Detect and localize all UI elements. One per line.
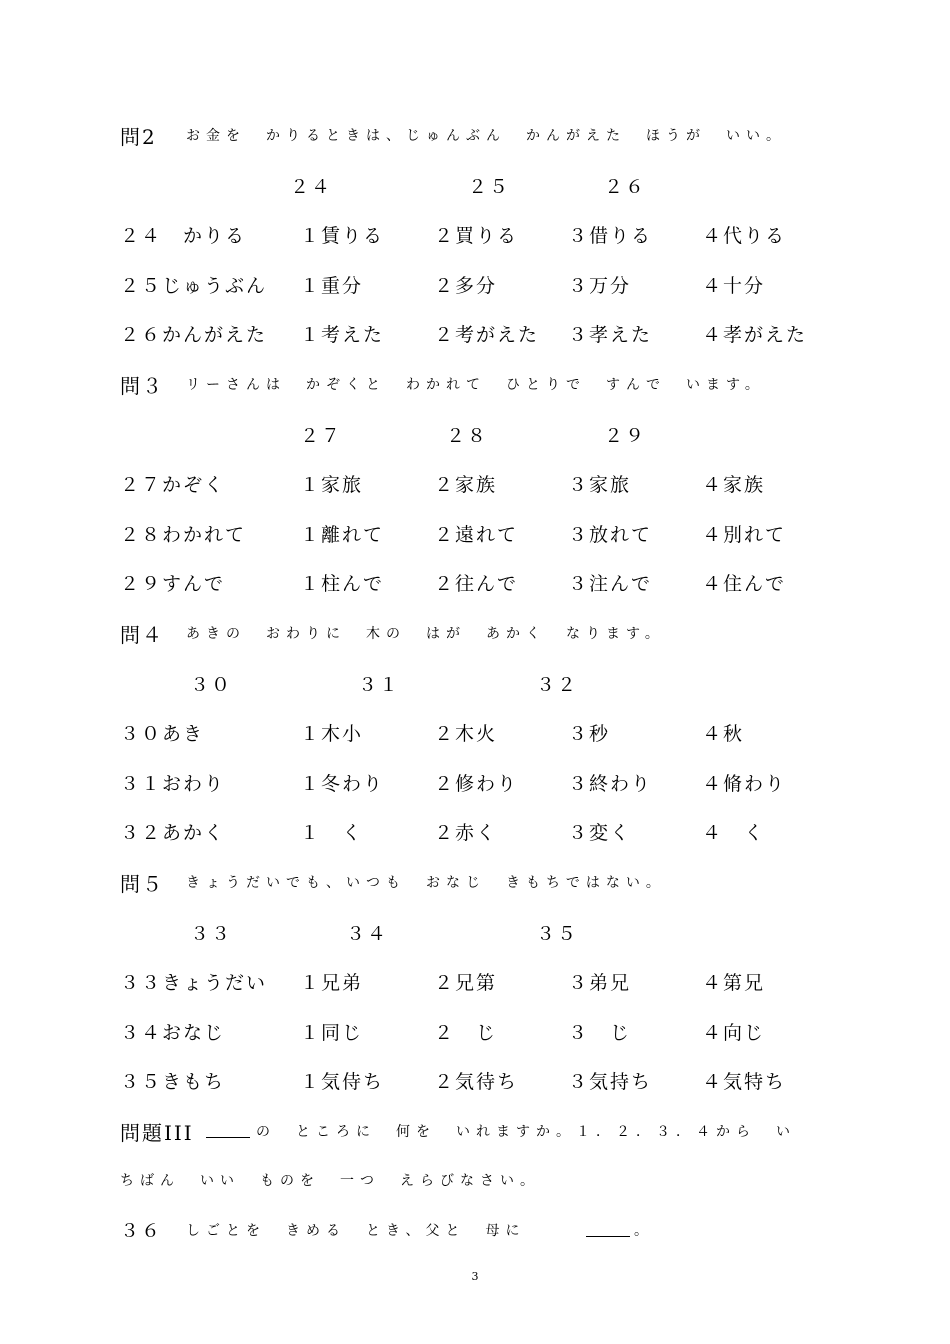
row-label: ３１おわり: [120, 773, 226, 795]
q4-head: 問４: [120, 623, 164, 647]
option: ３ じ: [568, 1022, 632, 1044]
option: １兄弟: [300, 972, 364, 994]
option: ２兄第: [434, 972, 498, 994]
option: １家旅: [300, 474, 364, 496]
option: ４孝がえた: [702, 324, 808, 346]
option: ２気待ち: [434, 1071, 519, 1093]
option: ４気特ち: [702, 1071, 787, 1093]
q2-num-25: ２５: [468, 176, 511, 198]
section3-instruction-line2: ちばん いい ものを 一つ えらびなさい。: [120, 1173, 540, 1189]
option: ２多分: [434, 275, 498, 297]
option: １重分: [300, 275, 364, 297]
section3-instruction: の ところに 何を いれますか。１．２．３．４から い: [256, 1124, 796, 1140]
q2-head: 問2: [120, 125, 157, 149]
option: ３変く: [568, 822, 632, 844]
option: ３注んで: [568, 573, 653, 595]
option: ３孝えた: [568, 324, 653, 346]
option: ４向じ: [702, 1022, 766, 1044]
option: ４代りる: [702, 225, 787, 247]
q3-head: 問３: [120, 374, 164, 398]
row-label: ２４ かりる: [120, 225, 247, 247]
option: ３気持ち: [568, 1071, 653, 1093]
row-label: ３４おなじ: [120, 1022, 226, 1044]
option: ２買りる: [434, 225, 519, 247]
option: ３秒: [568, 723, 611, 745]
q3-sentence: リーさんは かぞくと わかれて ひとりで すんで います。: [186, 377, 765, 393]
option: ４脩わり: [702, 773, 787, 795]
option: ４家族: [702, 474, 766, 496]
q5-num-34: ３４: [346, 923, 389, 945]
q3-num-29: ２９: [604, 425, 647, 447]
row-label: ２６かんがえた: [120, 324, 268, 346]
q2-num-26: ２６: [604, 176, 647, 198]
option: １賃りる: [300, 225, 385, 247]
option: ４十分: [702, 275, 766, 297]
option: ２考がえた: [434, 324, 540, 346]
option: １同じ: [300, 1022, 364, 1044]
option: ４住んで: [702, 573, 787, 595]
option: ２往んで: [434, 573, 519, 595]
q3-num-28: ２８: [446, 425, 489, 447]
q5-sentence: きょうだいでも、いつも おなじ きもちではない。: [186, 875, 666, 891]
option: １気侍ち: [300, 1071, 385, 1093]
q5-num-35: ３５: [536, 923, 579, 945]
option: １離れて: [300, 524, 385, 546]
option: ３借りる: [568, 225, 653, 247]
row-label: ２８わかれて: [120, 524, 247, 546]
option: ３終わり: [568, 773, 653, 795]
q36-number: ３６: [120, 1220, 163, 1242]
q36-period: 。: [634, 1223, 654, 1239]
row-label: ３５きもち: [120, 1071, 226, 1093]
option: １冬わり: [300, 773, 385, 795]
q4-num-30: ３０: [190, 674, 233, 696]
option: ２ じ: [434, 1022, 498, 1044]
row-label: ２９すんで: [120, 573, 226, 595]
option: ４別れて: [702, 524, 787, 546]
q2-num-24: ２４: [290, 176, 333, 198]
page-number: 3: [471, 1270, 479, 1283]
q2-sentence: お金を かりるときは、じゅんぶん かんがえた ほうが いい。: [186, 128, 786, 144]
option: ２木火: [434, 723, 498, 745]
option: ３家旅: [568, 474, 632, 496]
q3-num-27: ２７: [300, 425, 343, 447]
row-label: ３３きょうだい: [120, 972, 268, 994]
option: ２遠れて: [434, 524, 519, 546]
q4-num-31: ３１: [358, 674, 401, 696]
option: ３放れて: [568, 524, 653, 546]
option: １考えた: [300, 324, 385, 346]
option: ４第兄: [702, 972, 766, 994]
section3-blank: [206, 1121, 250, 1143]
option: １柱んで: [300, 573, 385, 595]
q4-num-32: ３２: [536, 674, 579, 696]
option: １ く: [300, 822, 364, 844]
q36-sentence: しごとを きめる とき、父と 母に: [186, 1223, 526, 1239]
row-label: ２５じゅうぶん: [120, 275, 268, 297]
q4-sentence: あきの おわりに 木の はが あかく なります。: [186, 626, 665, 642]
option: ４秋: [702, 723, 745, 745]
option: ２家族: [434, 474, 498, 496]
q5-num-33: ３３: [190, 923, 233, 945]
option: ２修わり: [434, 773, 519, 795]
option: ３弟兄: [568, 972, 632, 994]
row-label: ２７かぞく: [120, 474, 226, 496]
option: ２赤く: [434, 822, 498, 844]
row-label: ３２あかく: [120, 822, 226, 844]
q36-blank: [586, 1220, 630, 1242]
option: １木小: [300, 723, 364, 745]
row-label: ３０あき: [120, 723, 205, 745]
option: ４ く: [702, 822, 766, 844]
q5-head: 問５: [120, 872, 164, 896]
option: ３万分: [568, 275, 632, 297]
section3-head: 問題III: [120, 1121, 194, 1145]
